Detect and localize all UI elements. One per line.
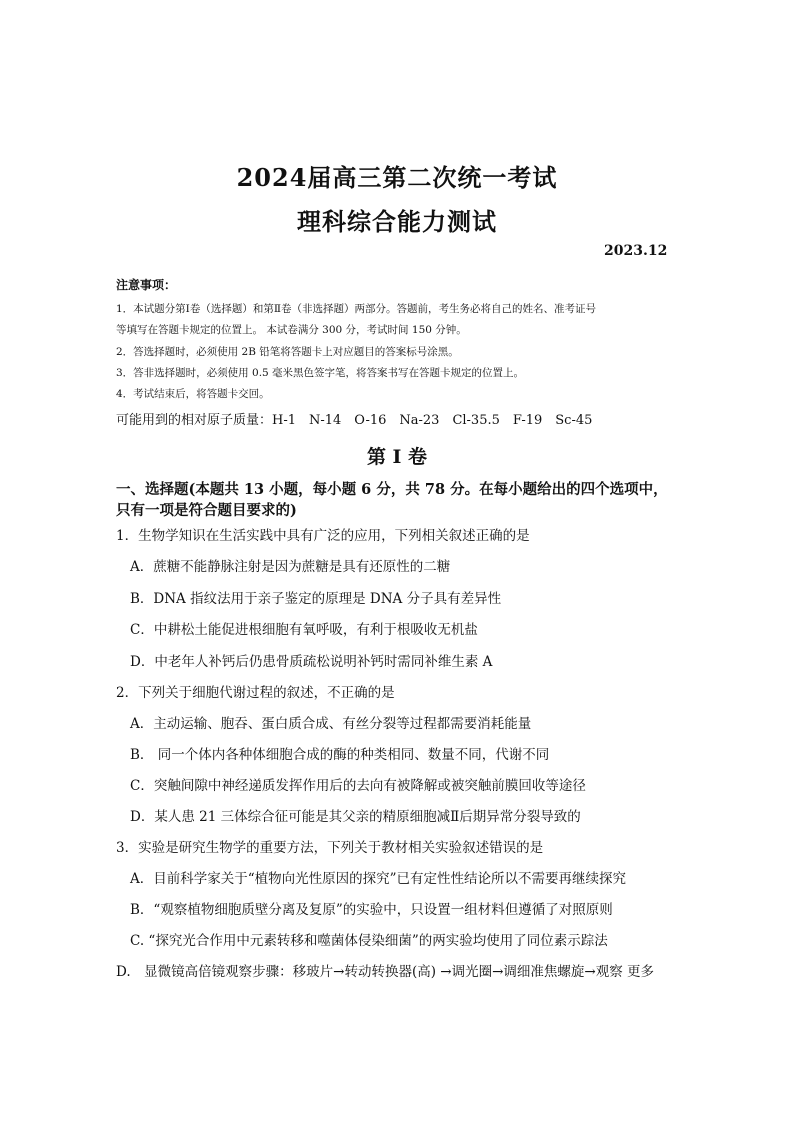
exam-date: 2023.12 xyxy=(604,243,668,259)
question-stem: 2．下列关于细胞代谢过程的叙述，不正确的是 xyxy=(116,685,395,701)
question-option: C．中耕松土能促进根细胞有氧呼吸，有利于根吸收无机盐 xyxy=(130,622,478,638)
notice-item: 1．本试题分第Ⅰ卷（选择题）和第Ⅱ卷（非选择题）两部分。答题前，考生务必将自己的姓名、准考证号 xyxy=(116,303,596,315)
exam-subtitle: 理科综合能力测试 xyxy=(297,207,497,236)
notice-item: 4．考试结束后，将答题卡交回。 xyxy=(116,388,270,400)
exam-title: 2024届高三第二次统一考试 xyxy=(236,163,558,192)
question-option: D．某人患 21 三体综合征可能是其父亲的精原细胞减Ⅱ后期异常分裂导致的 xyxy=(130,809,581,825)
section-heading: 只有一项是符合题目要求的) xyxy=(116,502,297,519)
notice-item: 2．答选择题时，必须使用 2B 铅笔将答题卡上对应题目的答案标号涂黑。 xyxy=(116,346,459,358)
question-option: B． 同一个体内各种体细胞合成的酶的种类相同、数量不同，代谢不同 xyxy=(130,747,550,763)
notice-item: 3．答非选择题时，必须使用 0.5 毫米黑色签字笔，将答案书写在答题卡规定的位置上。 xyxy=(116,367,525,379)
question-option: B．DNA 指纹法用于亲子鉴定的原理是 DNA 分子具有差异性 xyxy=(130,591,502,607)
question-stem: 1．生物学知识在生活实践中具有广泛的应用，下列相关叙述正确的是 xyxy=(116,528,530,544)
question-option: B．“观察植物细胞质壁分离及复原”的实验中，只设置一组材料但遵循了对照原则 xyxy=(130,902,613,918)
question-option: D．中老年人补钙后仍患骨质疏松说明补钙时需同补维生素 A xyxy=(130,654,493,670)
question-option: A．蔗糖不能静脉注射是因为蔗糖是具有还原性的二糖 xyxy=(130,559,451,575)
volume-title: 第 Ⅰ 卷 xyxy=(366,446,428,468)
question-option: A．目前科学家关于“植物向光性原因的探究”已有定性性结论所以不需要再继续探究 xyxy=(130,871,627,887)
notice-item: 等填写在答题卡规定的位置上。 本试卷满分 300 分，考试时间 150 分钟。 xyxy=(116,324,467,336)
question-option: A．主动运输、胞吞、蛋白质合成、有丝分裂等过程都需要消耗能量 xyxy=(130,716,532,732)
question-stem: 3．实验是研究生物学的重要方法，下列关于教材相关实验叙述错误的是 xyxy=(116,840,544,856)
atomic-masses: 可能用到的相对原子质量：H-1 N-14 O-16 Na-23 Cl-35.5 F-19 Sc-45 xyxy=(116,413,593,428)
question-option: C．突触间隙中神经递质发挥作用后的去向有被降解或被突触前膜回收等途径 xyxy=(130,778,586,794)
notice-heading: 注意事项： xyxy=(116,278,177,292)
section-heading: 一、选择题(本题共 13 小题，每小题 6 分，共 78 分。在每小题给出的四个选项中， xyxy=(116,481,668,498)
question-option: C. “探究光合作用中元素转移和噬菌体侵染细菌”的两实验均使用了同位素示踪法 xyxy=(130,933,608,949)
question-option: D. 显微镜高倍镜观察步骤：移玻片→转动转换器(高) →调光圈→调细准焦螺旋→观察 更多 xyxy=(116,964,654,980)
